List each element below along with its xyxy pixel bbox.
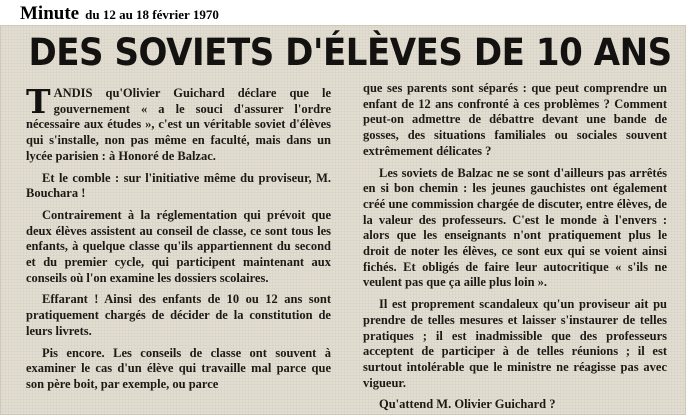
article-paragraph: Les soviets de Balzac ne se sont d'ailleurs pas arrêtés en si bon chemin : les jeunes gauchistes ont également créé une commission chargée de discuter, entre élèves, de la valeur des professeurs. C'est le monde à l'envers : alors que les enseignants n'ont pratiquement plus le droit de noter les élèves, ce sont eux qui se voient ainsi fichés. Et obligés de faire leur autocritique « s'ils ne veulent pas que ça aille plus loin ». (363, 165, 667, 290)
article-right-column (363, 81, 667, 415)
article-closing-question: Qu'attend M. Olivier Guichard ? (379, 397, 556, 412)
article-paragraph: Effarant ! Ainsi des enfants de 10 ou 12 ans sont pratiquement chargés de décider de la constitution de leurs livrets. (26, 292, 331, 338)
article-paragraph (26, 82, 331, 165)
paragraph-text: ANDIS qu'Olivier Guichard déclare que le gouvernement « a le souci d'assurer l'ordre nécessaire aux études », c'est un véritable soviet d'élèves qui s'installe, non pas même en faculté, mais dans un lycée parisien : à Honoré de Balzac. (26, 86, 331, 163)
article-left-column (26, 82, 331, 399)
newspaper-clipping (0, 25, 686, 415)
article-headline: DES SOVIETS D'ÉLÈVES DE 10 ANS (28, 31, 672, 74)
drop-cap: T (26, 82, 51, 121)
publication-date: du 12 au 18 février 1970 (85, 7, 219, 22)
article-paragraph: Il est proprement scandaleux qu'un proviseur ait pu prendre de telles mesures et laisser s'instaurer de telles pratiques ; il est inadmissible que des professeurs acceptent de participer à de telles réunions ; il est surtout intolérable que le ministre ne réagisse pas avec vigueur. (363, 297, 667, 390)
article-paragraph: Contrairement à la réglementation qui prévoit que deux élèves assistent au conseil de classe, ce sont tous les enfants, à quelque classe qu'ils appartiennent du second et du premier cycle, qui participent maintenant aux conseils où l'on examine les dossiers scolaires. (26, 207, 331, 285)
masthead (20, 3, 219, 25)
publication-name: Minute (20, 3, 80, 24)
article-paragraph: Et le comble : sur l'initiative même du proviseur, M. Bouchara ! (26, 170, 331, 201)
article-paragraph: que ses parents sont séparés : que peut comprendre un enfant de 12 ans confronté à ces problèmes ? Comment peut-on admettre de débattre devant une bande de gosses, des situations familiales ou sociales souvent extrêmement délicates ? (363, 81, 667, 158)
article-paragraph: Pis encore. Les conseils de classe ont souvent à examiner le cas d'un élève qui travaille mal parce que son père boit, par exemple, ou parce (26, 345, 331, 391)
